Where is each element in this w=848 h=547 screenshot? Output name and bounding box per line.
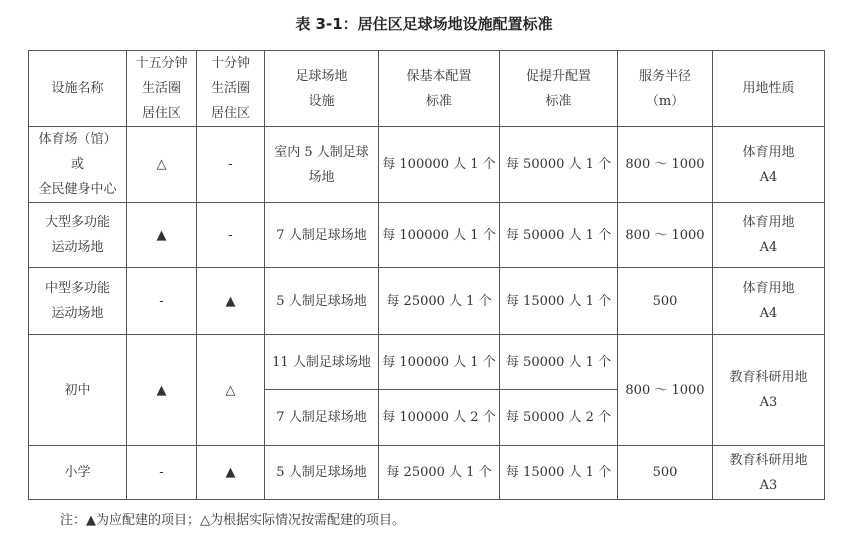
improve-standard-cell: 每 50000 人 1 个 — [500, 203, 618, 268]
table-row — [29, 335, 825, 390]
fifteen-minute-mark: - — [127, 268, 197, 335]
fifteen-minute-mark: ▲ — [127, 335, 197, 446]
improve-standard-cell: 每 50000 人 1 个 — [500, 127, 618, 203]
service-radius-cell: 500 — [618, 446, 713, 500]
service-radius-cell: 500 — [618, 268, 713, 335]
improve-standard-cell: 每 50000 人 2 个 — [500, 390, 618, 446]
facility-name-cell: 中型多功能 运动场地 — [29, 268, 127, 335]
land-use-cell: 体育用地 A4 — [713, 203, 825, 268]
field-facility-cell: 11 人制足球场地 — [265, 335, 379, 390]
facility-standard-table — [28, 50, 825, 500]
basic-standard-cell: 每 100000 人 1 个 — [379, 127, 500, 203]
facility-name-cell: 初中 — [29, 335, 127, 446]
ten-minute-mark: ▲ — [197, 268, 265, 335]
ten-minute-mark: - — [197, 127, 265, 203]
header-ten-minute: 十分钟 生活圈 居住区 — [197, 51, 265, 127]
table-title: 表 3-1：居住区足球场地设施配置标准 — [295, 15, 553, 33]
header-row — [29, 51, 825, 127]
ten-minute-mark: - — [197, 203, 265, 268]
header-fifteen-minute: 十五分钟 生活圈 居住区 — [127, 51, 197, 127]
fifteen-minute-mark: ▲ — [127, 203, 197, 268]
service-radius-cell: 800 ～ 1000 — [618, 203, 713, 268]
basic-standard-cell: 每 100000 人 2 个 — [379, 390, 500, 446]
table-row — [29, 127, 825, 203]
table-footnote: 注：▲为应配建的项目；△为根据实际情况按需配建的项目。 — [60, 513, 405, 528]
improve-standard-cell: 每 50000 人 1 个 — [500, 335, 618, 390]
header-field-facility: 足球场地 设施 — [265, 51, 379, 127]
facility-name-cell: 体育场（馆） 或 全民健身中心 — [29, 127, 127, 203]
ten-minute-mark: △ — [197, 335, 265, 446]
improve-standard-cell: 每 15000 人 1 个 — [500, 268, 618, 335]
facility-name-cell: 大型多功能 运动场地 — [29, 203, 127, 268]
field-facility-cell: 7 人制足球场地 — [265, 203, 379, 268]
facility-name-cell: 小学 — [29, 446, 127, 500]
field-facility-cell: 5 人制足球场地 — [265, 268, 379, 335]
header-improve-standard: 促提升配置 标准 — [500, 51, 618, 127]
improve-standard-cell: 每 15000 人 1 个 — [500, 446, 618, 500]
table-row — [29, 446, 825, 500]
service-radius-cell: 800 ～ 1000 — [618, 127, 713, 203]
basic-standard-cell: 每 100000 人 1 个 — [379, 203, 500, 268]
basic-standard-cell: 每 25000 人 1 个 — [379, 446, 500, 500]
header-service-radius: 服务半径 （m） — [618, 51, 713, 127]
field-facility-cell: 室内 5 人制足球 场地 — [265, 127, 379, 203]
field-facility-cell: 5 人制足球场地 — [265, 446, 379, 500]
land-use-cell: 体育用地 A4 — [713, 268, 825, 335]
table-row — [29, 268, 825, 335]
field-facility-cell: 7 人制足球场地 — [265, 390, 379, 446]
header-facility-name: 设施名称 — [29, 51, 127, 127]
land-use-cell: 教育科研用地 A3 — [713, 446, 825, 500]
fifteen-minute-mark: - — [127, 446, 197, 500]
service-radius-cell: 800 ～ 1000 — [618, 335, 713, 446]
table-row — [29, 203, 825, 268]
land-use-cell: 教育科研用地 A3 — [713, 335, 825, 446]
land-use-cell: 体育用地 A4 — [713, 127, 825, 203]
header-basic-standard: 保基本配置 标准 — [379, 51, 500, 127]
header-land-use: 用地性质 — [713, 51, 825, 127]
ten-minute-mark: ▲ — [197, 446, 265, 500]
basic-standard-cell: 每 100000 人 1 个 — [379, 335, 500, 390]
fifteen-minute-mark: △ — [127, 127, 197, 203]
basic-standard-cell: 每 25000 人 1 个 — [379, 268, 500, 335]
